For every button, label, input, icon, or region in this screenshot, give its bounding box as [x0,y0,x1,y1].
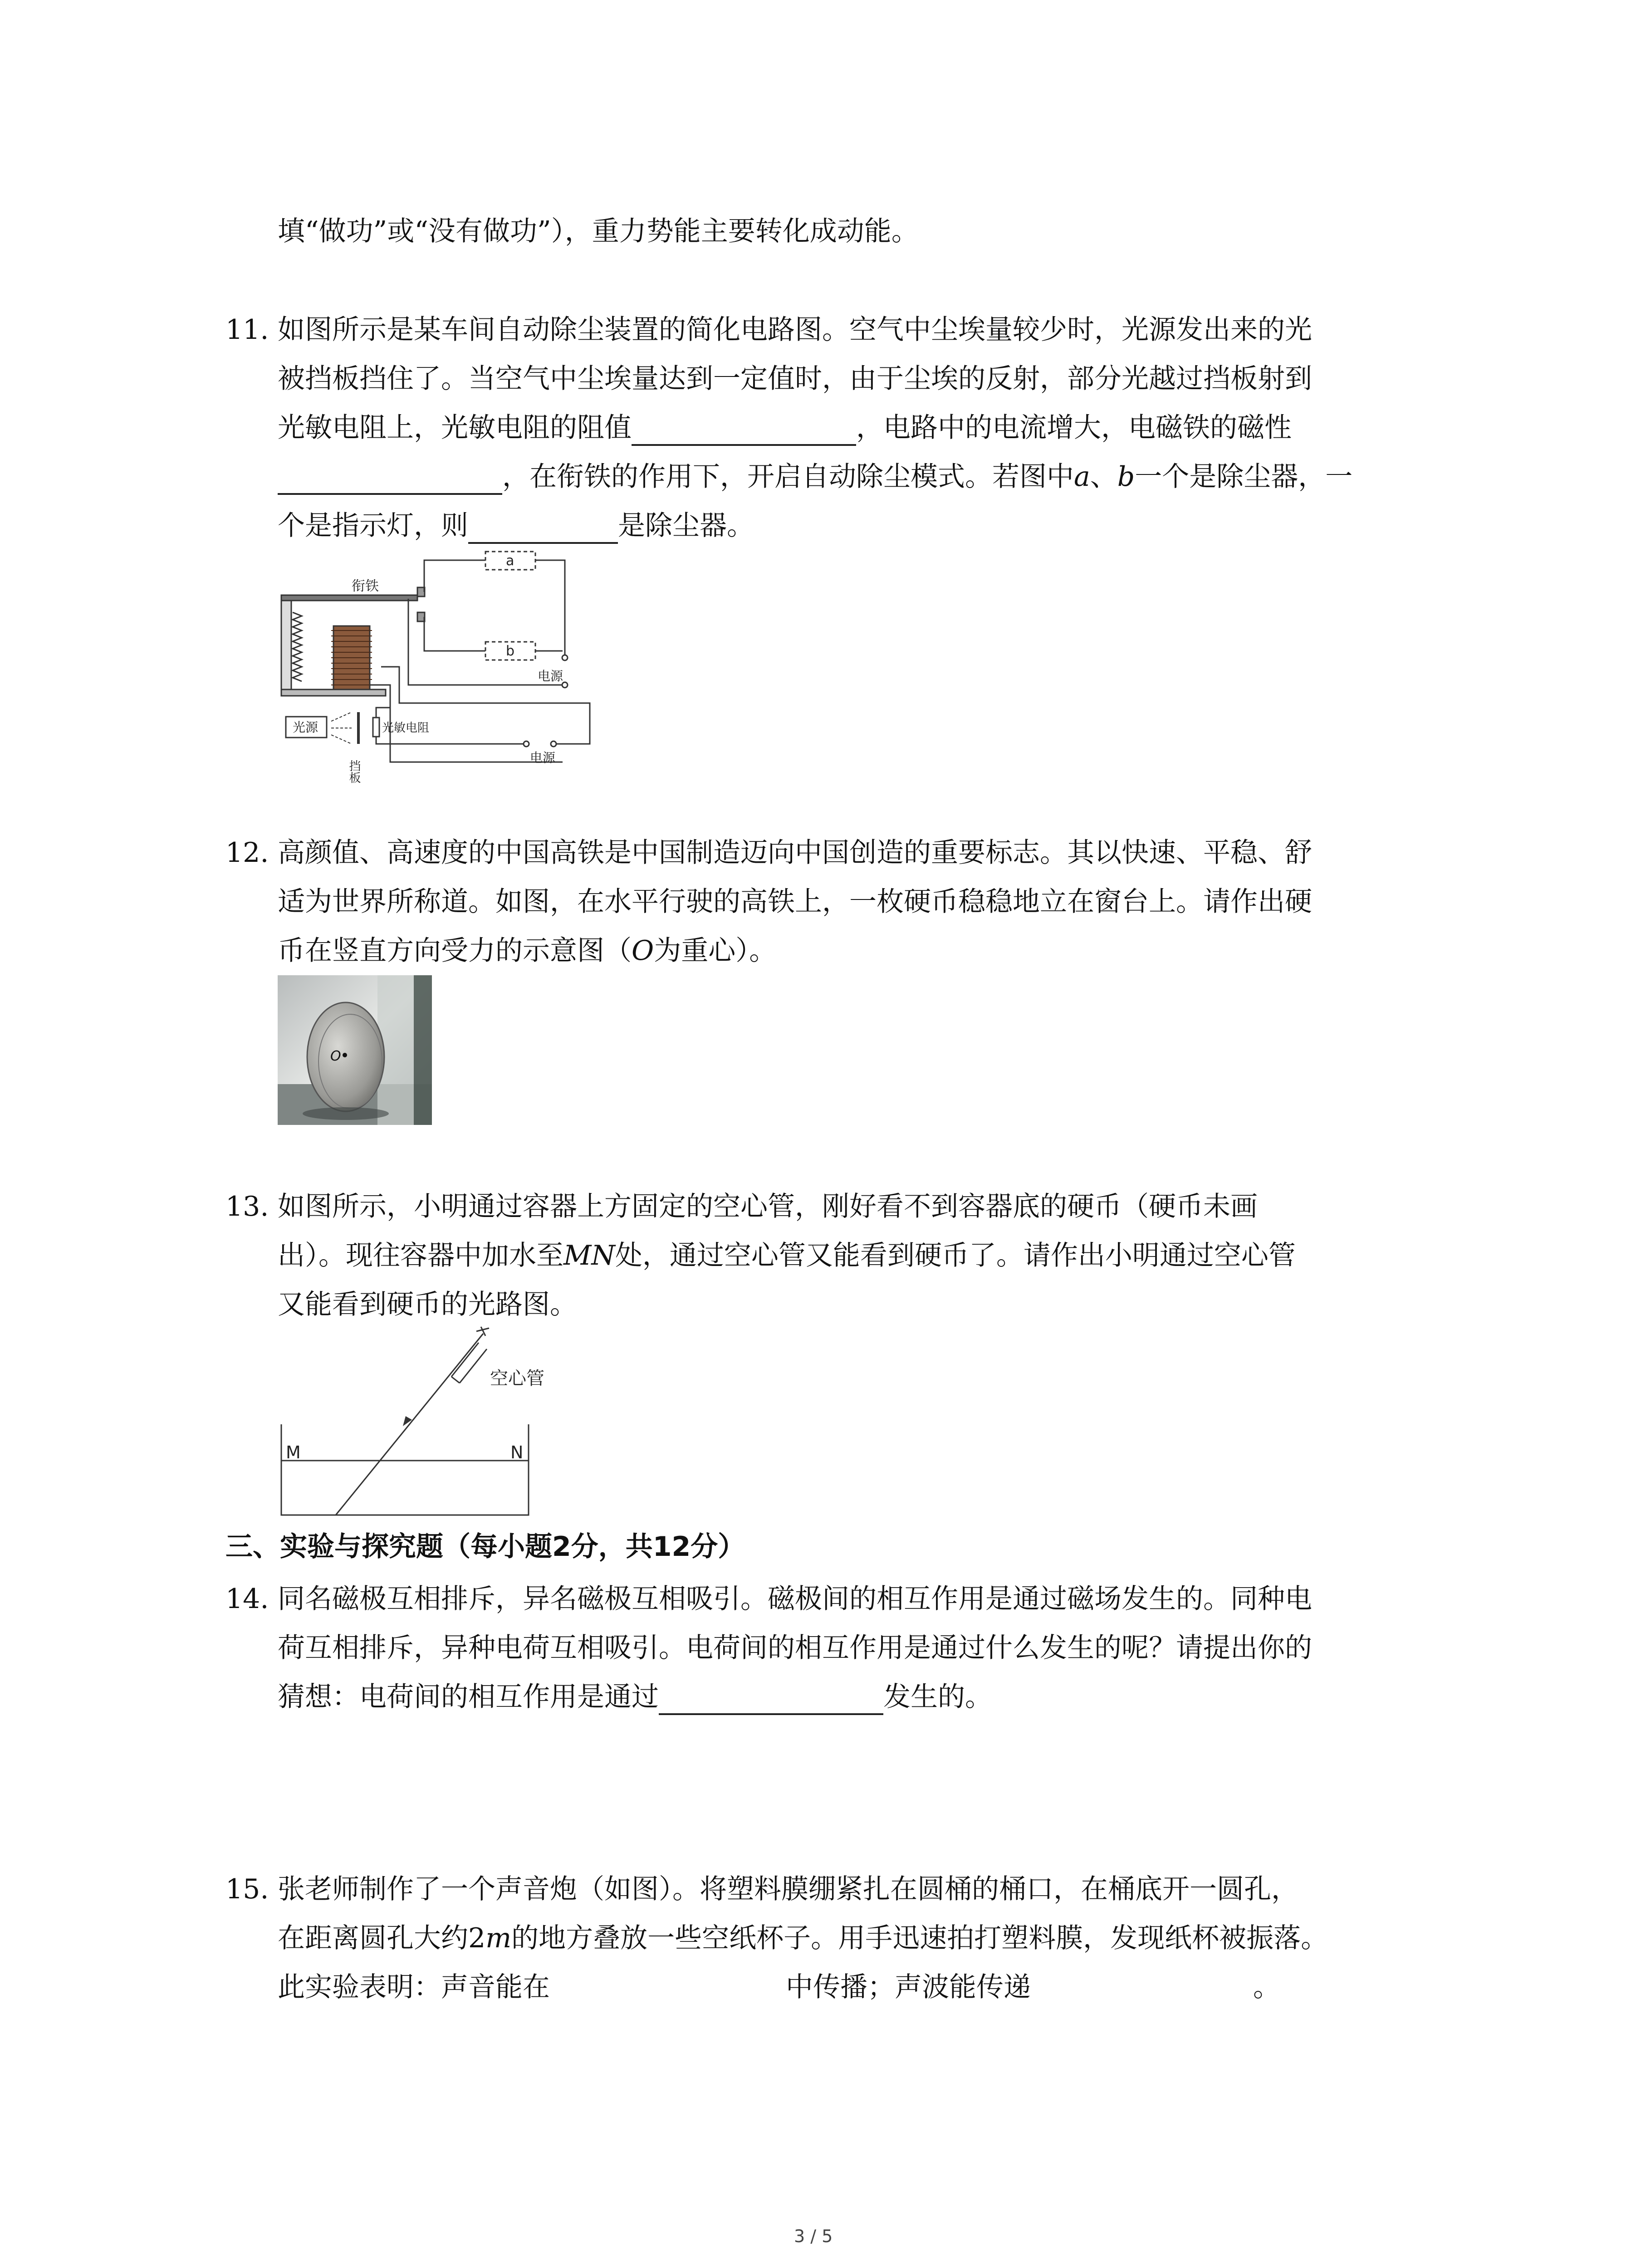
q13-label-n: N [510,1442,524,1462]
page-number: 3 / 5 [794,2226,833,2246]
q13-line2-text-a: 出）。现往容器中加水至 [278,1240,563,1271]
q13-label-m: M [286,1442,301,1462]
q13-line1: 如图所示，小明通过容器上方固定的空心管，刚好看不到容器底的硬币（硬币未画 [278,1191,1258,1222]
q11-sep: 、 [1090,461,1117,493]
q13-number: 13. [225,1191,269,1222]
q11-line5-text-a: 个是指示灯，则 [278,510,468,542]
q11-blank-magnetism[interactable] [278,461,502,495]
q12-line3 [278,933,776,969]
q13-line2-text-b: 处，通过空心管又能看到硬币了。请作出小明通过空心管 [615,1240,1296,1271]
q15-blank-transfer[interactable] [1031,1974,1253,2005]
q15-line3 [278,1969,1280,2005]
q11-line3-text-b: ，电路中的电流增大，电磁铁的磁性 [856,412,1292,444]
q11-line5-text-b: 是除尘器。 [618,510,754,542]
q11-line3-text-a: 光敏电阻上，光敏电阻的阻值 [278,412,632,444]
q12-line1: 高颜值、高速度的中国高铁是中国制造迈向中国创造的重要标志。其以快速、平稳、舒 [278,837,1312,869]
q14-line3-text-a: 猜想：电荷间的相互作用是通过 [278,1681,659,1713]
q12-number: 12. [225,837,269,869]
q13-label-tube: 空心管 [490,1368,544,1389]
q11-line3 [278,410,1292,446]
q13-var-mn: MN [563,1240,615,1271]
q11-label-armature: 衔铁 [352,578,379,594]
q11-circuit-diagram [272,549,599,785]
q11-line4 [278,459,1352,495]
q15-line3-text-c: 。 [1253,1971,1280,2003]
q11-label-b: b [506,643,515,659]
q11-blank-resistance[interactable] [632,412,856,446]
q11-label-power-bottom: 电源 [530,750,556,765]
q12-line3-text-a: 币在竖直方向受力的示意图（ [278,935,632,967]
q13-line3: 又能看到硬币的光路图。 [278,1289,577,1320]
q13-line2 [278,1237,1296,1274]
q12-coin-photo [278,975,432,1125]
q15-var-m: m [485,1922,512,1954]
q14-number: 14. [225,1583,269,1615]
q13-container-diagram [272,1325,563,1524]
q12-label-o: O [330,1048,341,1064]
q11-line4-text-a: ，在衔铁的作用下，开启自动除尘模式。若图中 [502,461,1074,493]
q14-blank-medium[interactable] [659,1681,883,1715]
q14-line2: 荷互相排斥，异种电荷互相吸引。电荷间的相互作用是通过什么发生的呢？请提出你的 [278,1632,1312,1664]
q11-label-light-source: 光源 [293,720,318,735]
q11-var-b: b [1117,461,1135,493]
q11-label-a: a [506,553,514,569]
q11-label-photoresistor: 光敏电阻 [382,721,430,735]
q11-label-baffle: 挡板 [347,760,361,783]
q11-line1: 如图所示是某车间自动除尘装置的简化电路图。空气中尘埃量较少时，光源发出来的光 [278,314,1312,346]
q15-number: 15. [225,1873,269,1905]
q15-line1: 张老师制作了一个声音炮（如图）。将塑料膜绷紧扎在圆桶的桶口，在桶底开一圆孔， [278,1873,1298,1905]
q15-line2-text-a: 在距离圆孔大约2 [278,1922,486,1954]
q11-line2: 被挡板挡住了。当空气中尘埃量达到一定值时，由于尘埃的反射，部分光越过挡板射到 [278,363,1312,395]
q15-line2 [278,1920,1328,1956]
q15-line3-text-a: 此实验表明：声音能在 [278,1971,550,2003]
q11-number: 11. [225,314,269,346]
q12-var-o: O [632,935,654,967]
q15-line2-text-b: 的地方叠放一些空纸杯子。用手迅速拍打塑料膜，发现纸杯被振落。 [511,1922,1328,1954]
q11-label-power-top: 电源 [538,669,563,684]
q11-line5 [278,508,754,544]
q12-line2: 适为世界所称道。如图，在水平行驶的高铁上，一枚硬币稳稳地立在窗台上。请作出硬 [278,886,1312,918]
q13-arrow-icon [403,1416,412,1426]
q15-line3-text-b: 中传播；声波能传递 [786,1971,1031,2003]
q11-blank-dust-remover[interactable] [468,510,618,544]
section-3-title: 三、实验与探究题（每小题2分，共12分） [225,1531,745,1563]
q14-line3-text-b: 发生的。 [883,1681,992,1713]
q14-line3 [278,1679,992,1715]
q15-blank-medium[interactable] [550,1974,786,2005]
q11-line4-text-b: 一个是除尘器，一 [1135,461,1353,493]
continuation-text: 填“做功”或“没有做功”），重力势能主要转化成动能。 [278,215,919,247]
q11-var-a: a [1074,461,1090,493]
q14-line1: 同名磁极互相排斥，异名磁极互相吸引。磁极间的相互作用是通过磁场发生的。同种电 [278,1583,1312,1615]
q12-line3-text-b: 为重心）。 [654,935,777,967]
